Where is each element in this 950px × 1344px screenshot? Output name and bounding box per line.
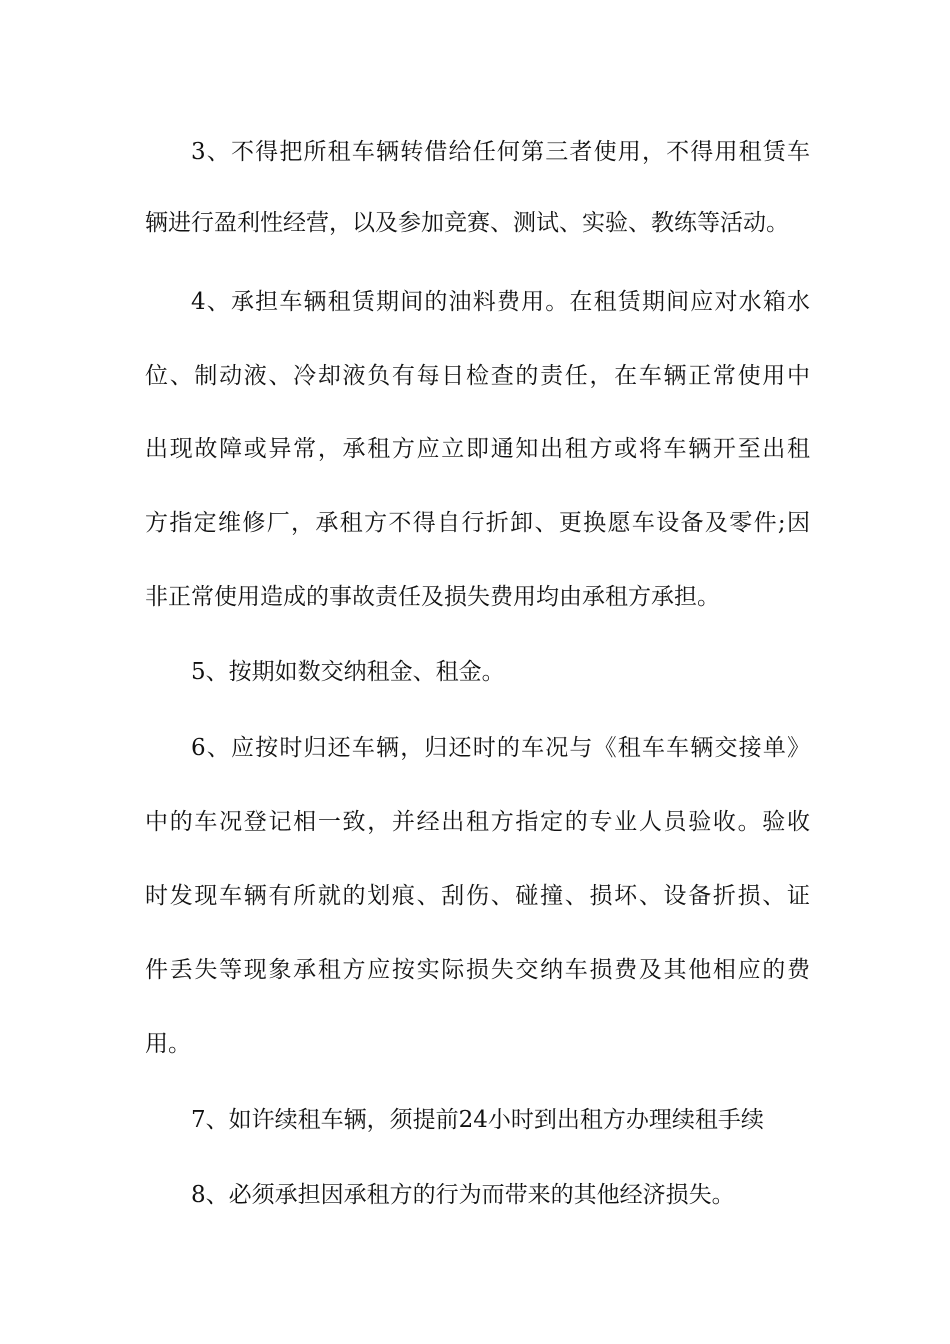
clause-4-line-3: 出现故障或异常，承租方应立即通知出租方或将车辆开至出租 (145, 436, 810, 462)
clause-4-line-4: 方指定维修厂，承租方不得自行折卸、更换愿车设备及零件;因 (145, 510, 810, 536)
clause-6-line-4: 件丢失等现象承租方应按实际损失交纳车损费及其他相应的费 (145, 957, 810, 983)
clause-4-line-5: 非正常使用造成的事故责任及损失费用均由承租方承担。 (145, 584, 720, 610)
clause-6-line-5: 用。 (145, 1031, 191, 1057)
clause-3-line-1: 3、不得把所租车辆转借给任何第三者使用，不得用租赁车 (191, 139, 810, 165)
clause-3-line-2: 辆进行盈利性经营，以及参加竞赛、测试、实验、教练等活动。 (145, 210, 789, 236)
clause-5-line-1: 5、按期如数交纳租金、租金。 (191, 659, 505, 685)
clause-6-line-3: 时发现车辆有所就的划痕、刮伤、碰撞、损坏、设备折损、证 (145, 883, 810, 909)
clause-4-line-2: 位、制动液、冷却液负有每日检查的责任，在车辆正常使用中 (145, 363, 810, 389)
clause-6-line-2: 中的车况登记相一致，并经出租方指定的专业人员验收。验收 (145, 809, 810, 835)
clause-4-line-1: 4、承担车辆租赁期间的油料费用。在租赁期间应对水箱水 (191, 289, 810, 315)
clause-8-line-1: 8、必须承担因承租方的行为而带来的其他经济损失。 (191, 1182, 735, 1208)
clause-7-line-1: 7、如许续租车辆，须提前24小时到出租方办理续租手续 (191, 1107, 764, 1133)
clause-6-line-1: 6、应按时归还车辆，归还时的车况与《租车车辆交接单》 (191, 735, 810, 761)
